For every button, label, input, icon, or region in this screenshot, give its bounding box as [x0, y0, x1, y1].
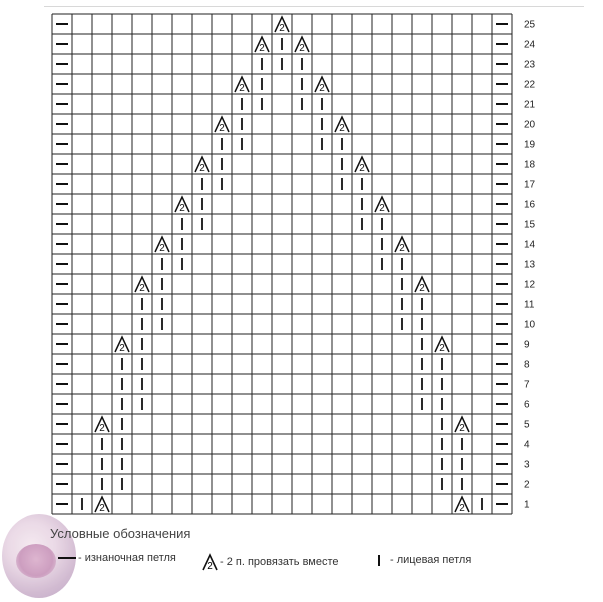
k2tog-stitch — [395, 237, 409, 254]
row-number-labels — [524, 20, 536, 511]
k2tog-number: 2 — [239, 83, 245, 94]
k2tog-number: 2 — [299, 43, 305, 54]
row-number-label: 7 — [524, 379, 530, 391]
k2tog-stitch — [255, 37, 269, 54]
row-number-label: 21 — [524, 99, 536, 111]
legend-title: Условные обозначения — [50, 526, 191, 541]
row-number-label: 5 — [524, 419, 530, 431]
k2tog-stitch — [435, 337, 449, 354]
chart-grid — [52, 14, 512, 514]
row-number-label: 13 — [524, 259, 536, 271]
row-number-label: 15 — [524, 219, 536, 231]
k2tog-number: 2 — [99, 423, 105, 434]
k2tog-number: 2 — [139, 283, 145, 294]
k2tog-number: 2 — [419, 283, 425, 294]
k2tog-stitch — [215, 117, 229, 134]
row-number-label: 11 — [524, 299, 535, 311]
k2tog-number: 2 — [279, 23, 285, 34]
k2tog-number: 2 — [459, 503, 465, 514]
k2tog-number: 2 — [439, 343, 445, 354]
k2tog-stitch — [335, 117, 349, 134]
k2tog-number: 2 — [379, 203, 385, 214]
k2tog-number: 2 — [219, 123, 225, 134]
legend-k2tog — [200, 552, 339, 572]
row-number-label: 23 — [524, 59, 536, 71]
legend-knit-label: - лицевая петля — [390, 554, 472, 566]
row-number-label: 2 — [524, 479, 530, 491]
chart-symbols — [56, 17, 508, 514]
row-number-label: 9 — [524, 339, 530, 351]
k2tog-number: 2 — [459, 423, 465, 434]
k2tog-stitch — [295, 37, 309, 54]
k2tog-stitch — [115, 337, 129, 354]
k2tog-number: 2 — [99, 503, 105, 514]
k2tog-stitch — [155, 237, 169, 254]
legend-purl — [56, 552, 176, 564]
row-number-label: 4 — [524, 439, 530, 451]
k2tog-number: 2 — [339, 123, 345, 134]
row-number-label: 10 — [524, 319, 536, 331]
k2tog-number: 2 — [359, 163, 365, 174]
k2tog-number: 2 — [119, 343, 125, 354]
row-number-label: 16 — [524, 199, 536, 211]
k2tog-stitch — [355, 157, 369, 174]
k2tog-icon-number: 2 — [207, 561, 213, 572]
row-number-label: 12 — [524, 279, 536, 291]
k2tog-number: 2 — [319, 83, 325, 94]
row-number-label: 14 — [524, 239, 536, 251]
k2tog-stitch — [455, 497, 469, 514]
k2tog-number: 2 — [199, 163, 205, 174]
row-number-label: 24 — [524, 39, 536, 51]
k2tog-number: 2 — [159, 243, 165, 254]
row-number-label: 19 — [524, 139, 536, 151]
k2tog-stitch — [235, 77, 249, 94]
row-number-label: 17 — [524, 179, 536, 191]
k2tog-stitch — [455, 417, 469, 434]
row-number-label: 25 — [524, 19, 536, 31]
k2tog-number: 2 — [399, 243, 405, 254]
k2tog-stitch — [95, 417, 109, 434]
k2tog-number: 2 — [179, 203, 185, 214]
row-number-label: 20 — [524, 119, 536, 131]
k2tog-stitch — [275, 17, 289, 34]
k2tog-number: 2 — [259, 43, 265, 54]
k2tog-stitch — [135, 277, 149, 294]
k2tog-stitch — [195, 157, 209, 174]
row-number-label: 8 — [524, 359, 530, 371]
k2tog-stitch — [175, 197, 189, 214]
row-number-label: 3 — [524, 459, 530, 471]
legend-purl-label: - изнаночная петля — [78, 552, 176, 564]
row-number-label: 22 — [524, 79, 536, 91]
row-number-label: 18 — [524, 159, 536, 171]
legend-k2tog-label: - 2 п. провязать вместе — [220, 556, 339, 568]
legend-knit — [374, 552, 471, 568]
k2tog-stitch — [95, 497, 109, 514]
row-number-label: 6 — [524, 399, 530, 411]
k2tog-stitch — [315, 77, 329, 94]
k2tog-stitch — [415, 277, 429, 294]
k2tog-symbol-icon — [200, 552, 220, 572]
row-number-label: 1 — [524, 499, 530, 511]
knit-symbol-icon — [374, 552, 390, 568]
purl-symbol-icon — [56, 553, 78, 563]
k2tog-stitch — [375, 197, 389, 214]
